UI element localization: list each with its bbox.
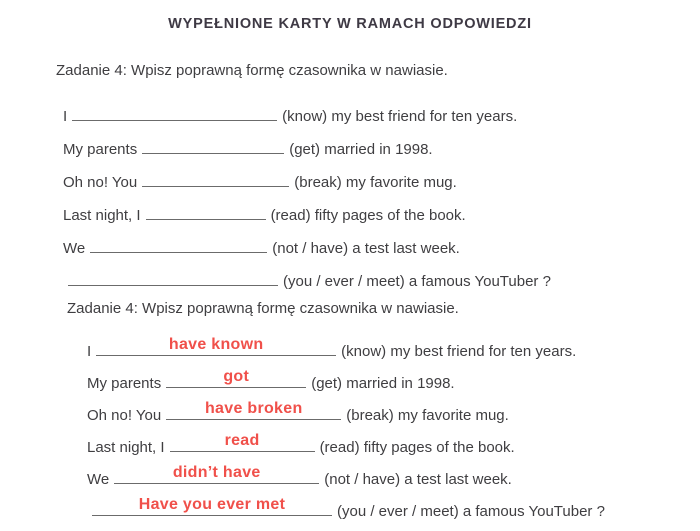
line-suffix: (you / ever / meet) a famous YouTuber ? [337,503,605,520]
page-title: WYPEŁNIONE KARTY W RAMACH ODPOWIEDZI [168,16,532,32]
line-prefix: Oh no! You [63,174,138,191]
answer-text: didn’t have [172,464,261,481]
fill-in-blank [90,236,267,253]
section-heading: Zadanie 4: Wpisz poprawną formę czasownika w nawiasie. [56,62,448,79]
exercise-line [87,368,605,392]
line-prefix: I [87,343,92,360]
line-suffix: (know) my best friend for ten years. [341,343,577,360]
line-prefix: We [87,471,110,488]
exercise-lines [87,336,605,520]
exercise-lines [63,104,551,290]
exercise-line [63,137,551,158]
answer-text: got [223,368,250,385]
fill-in-blank [146,203,266,220]
line-suffix: (not / have) a test last week. [272,240,460,257]
line-suffix: (not / have) a test last week. [324,471,512,488]
task-section-answered [67,300,605,531]
exercise-line [63,269,551,290]
exercise-line [87,400,605,424]
line-suffix: (break) my favorite mug. [294,174,457,191]
exercise-line [63,203,551,224]
line-suffix: (read) fifty pages of the book. [319,439,515,456]
fill-in-blank [166,400,341,420]
exercise-line [63,104,551,125]
line-suffix: (get) married in 1998. [289,141,433,158]
fill-in-blank [170,432,315,452]
line-prefix: We [63,240,86,257]
exercise-line [87,464,605,488]
answer-text: have broken [204,400,303,417]
exercise-line [87,496,605,520]
fill-in-blank [142,137,284,154]
line-prefix: My parents [63,141,138,158]
exercise-line [63,236,551,257]
line-prefix: I [63,108,68,125]
line-prefix: Last night, I [87,439,165,456]
answer-text: have known [168,336,264,353]
fill-in-blank [96,336,336,356]
line-suffix: (break) my favorite mug. [346,407,509,424]
line-suffix: (read) fifty pages of the book. [270,207,466,224]
line-suffix: (know) my best friend for ten years. [282,108,518,125]
answer-text: read [224,432,260,449]
fill-in-blank [166,368,306,388]
fill-in-blank [72,104,277,121]
section-heading: Zadanie 4: Wpisz poprawną formę czasownika w nawiasie. [67,300,459,317]
fill-in-blank [114,464,319,484]
exercise-line [87,432,605,456]
fill-in-blank [142,170,289,187]
line-suffix: (you / ever / meet) a famous YouTuber ? [283,273,551,290]
line-suffix: (get) married in 1998. [311,375,455,392]
fill-in-blank [92,496,332,516]
line-prefix: Oh no! You [87,407,162,424]
exercise-line [63,170,551,191]
line-prefix: Last night, I [63,207,141,224]
task-section-blank [56,62,551,302]
answer-text: Have you ever met [138,496,286,513]
line-prefix: My parents [87,375,162,392]
exercise-line [87,336,605,360]
fill-in-blank [68,269,278,286]
